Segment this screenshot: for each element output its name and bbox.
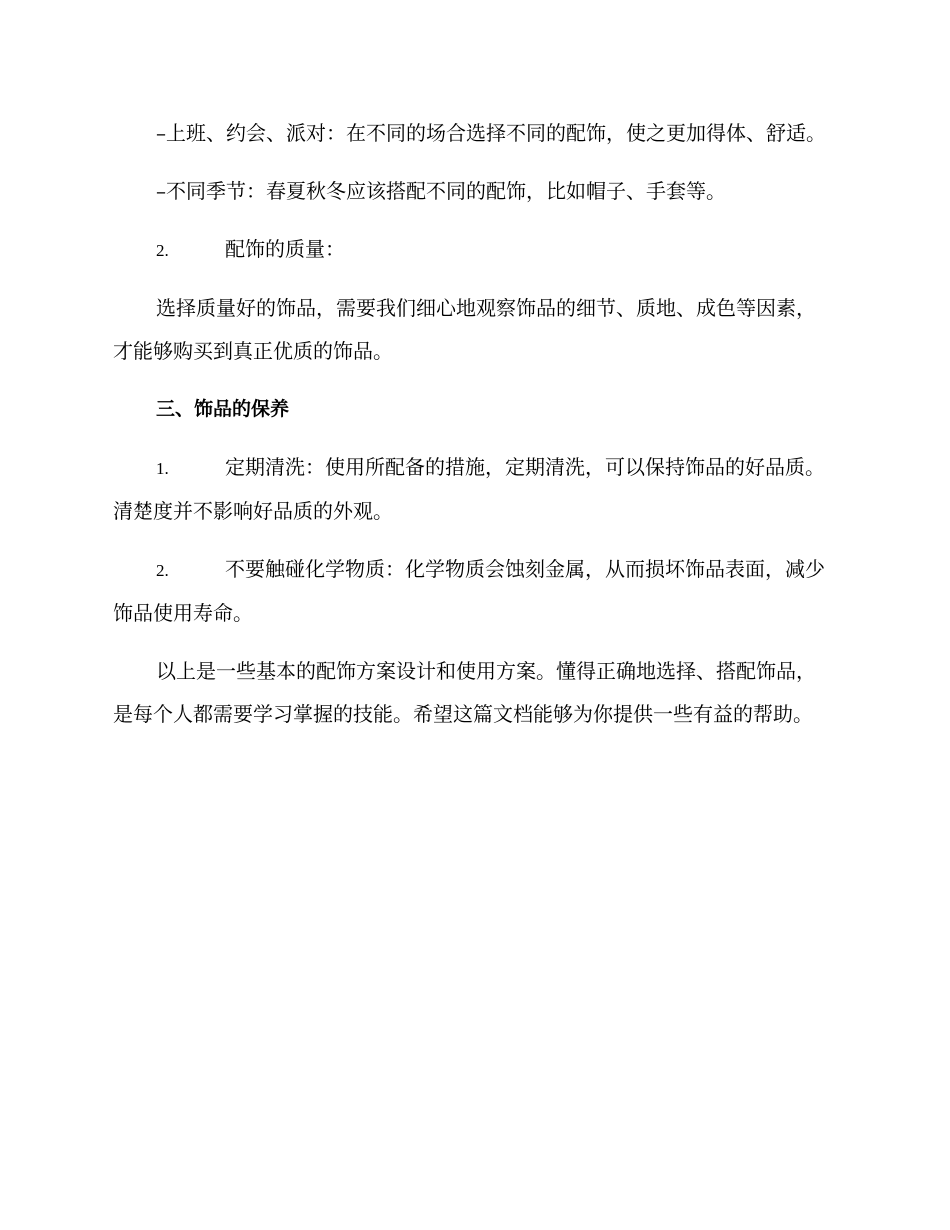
list-number: 2. [156, 241, 169, 260]
maintenance-item-cleaning [113, 446, 833, 533]
section-heading-maintenance: 三、饰品的保养 [156, 398, 290, 420]
list-item-text: 定期清洗：使用所配备的措施，定期清洗，可以保持饰品的好品质。清楚度并不影响好品质的外观。 [113, 455, 825, 523]
list-number: 2. [156, 561, 169, 580]
conclusion-paragraph: 以上是一些基本的配饰方案设计和使用方案。懂得正确地选择、搭配饰品，是每个人都需要学习掌握的技能。希望这篇文档能够为你提供一些有益的帮助。 [113, 659, 816, 726]
maintenance-item-chemicals [113, 548, 833, 635]
list-item-text: 配饰的质量： [225, 237, 345, 261]
occasion-paragraph: –上班、约会、派对：在不同的场合选择不同的配饰，使之更加得体、舒适。 [156, 121, 826, 145]
list-item-text: 不要触碰化学物质：化学物质会蚀刻金属，从而损坏饰品表面，减少饰品使用寿命。 [113, 557, 825, 625]
document-page [113, 112, 833, 751]
list-number: 1. [156, 459, 169, 478]
quality-list-item [113, 228, 833, 272]
season-paragraph: –不同季节：春夏秋冬应该搭配不同的配饰，比如帽子、手套等。 [156, 179, 726, 203]
quality-paragraph: 选择质量好的饰品，需要我们细心地观察饰品的细节、质地、成色等因素，才能够购买到真正优质的饰品。 [113, 296, 816, 363]
